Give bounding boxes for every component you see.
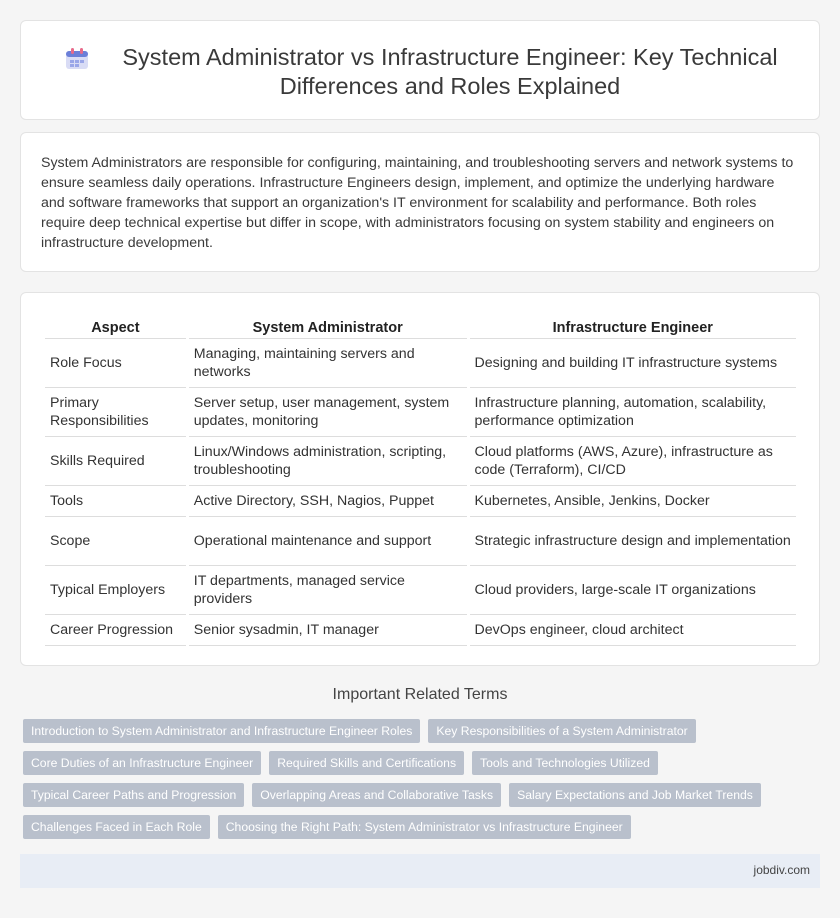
related-terms-list [23, 719, 813, 847]
table-cell: Cloud providers, large-scale IT organizations [470, 566, 796, 615]
comparison-card [20, 292, 820, 666]
table-cell: Active Directory, SSH, Nagios, Puppet [189, 486, 467, 517]
table-row [45, 566, 796, 615]
table-row [45, 615, 796, 646]
related-term-tag[interactable]: Choosing the Right Path: System Administrator vs Infrastructure Engineer [218, 815, 631, 839]
table-row [45, 437, 796, 486]
table-cell: Primary Responsibilities [45, 388, 186, 437]
table-row [45, 517, 796, 566]
related-term-tag[interactable]: Key Responsibilities of a System Administrator [428, 719, 695, 743]
table-cell: Career Progression [45, 615, 186, 646]
comparison-table [42, 313, 799, 646]
related-term-tag[interactable]: Tools and Technologies Utilized [472, 751, 658, 775]
table-cell: Tools [45, 486, 186, 517]
header-aspect: Aspect [45, 313, 186, 339]
table-cell: Server setup, user management, system updates, monitoring [189, 388, 467, 437]
related-term-tag[interactable]: Challenges Faced in Each Role [23, 815, 210, 839]
intro-text: System Administrators are responsible for configuring, maintaining, and troubleshooting servers and network systems to ensure seamless daily operations. Infrastructure Engineers design, implement, and optimize the underlying hardware and software frameworks that support an organization's IT environment for scalability and performance. Both roles require deep technical expertise but differ in scope, with administrators focusing on system stability and engineers on infrastructure development. [41, 155, 794, 251]
related-terms-title: Important Related Terms [332, 686, 508, 703]
footer [20, 854, 820, 888]
related-term-tag[interactable]: Typical Career Paths and Progression [23, 783, 244, 807]
related-term-tag[interactable]: Overlapping Areas and Collaborative Tasks [252, 783, 501, 807]
related-term-tag[interactable]: Introduction to System Administrator and Infrastructure Engineer Roles [23, 719, 420, 743]
related-term-tag[interactable]: Salary Expectations and Job Market Trends [509, 783, 761, 807]
table-cell: DevOps engineer, cloud architect [470, 615, 796, 646]
table-cell: Senior sysadmin, IT manager [189, 615, 467, 646]
footer-site-link[interactable]: jobdiv.com [753, 863, 810, 877]
header-card [20, 20, 820, 120]
table-cell: Role Focus [45, 339, 186, 388]
table-cell: Typical Employers [45, 566, 186, 615]
calendar-icon [65, 48, 89, 70]
intro-card [20, 132, 820, 272]
related-term-tag[interactable]: Required Skills and Certifications [269, 751, 464, 775]
table-cell: Operational maintenance and support [189, 517, 467, 566]
table-cell: Designing and building IT infrastructure systems [470, 339, 796, 388]
table-cell: Managing, maintaining servers and networks [189, 339, 467, 388]
related-term-tag[interactable]: Core Duties of an Infrastructure Engineer [23, 751, 261, 775]
table-cell: IT departments, managed service providers [189, 566, 467, 615]
table-cell: Scope [45, 517, 186, 566]
table-cell: Kubernetes, Ansible, Jenkins, Docker [470, 486, 796, 517]
page-title: System Administrator vs Infrastructure Engineer: Key Technical Differences and Roles Explained [122, 44, 778, 99]
table-cell: Skills Required [45, 437, 186, 486]
table-row [45, 339, 796, 388]
table-cell: Linux/Windows administration, scripting, troubleshooting [189, 437, 467, 486]
table-header-row [45, 313, 796, 339]
header-infrastructure-engineer: Infrastructure Engineer [470, 313, 796, 339]
table-row [45, 388, 796, 437]
table-cell: Strategic infrastructure design and implementation [470, 517, 796, 566]
table-cell: Cloud platforms (AWS, Azure), infrastructure as code (Terraform), CI/CD [470, 437, 796, 486]
header-system-administrator: System Administrator [189, 313, 467, 339]
table-row [45, 486, 796, 517]
table-cell: Infrastructure planning, automation, scalability, performance optimization [470, 388, 796, 437]
